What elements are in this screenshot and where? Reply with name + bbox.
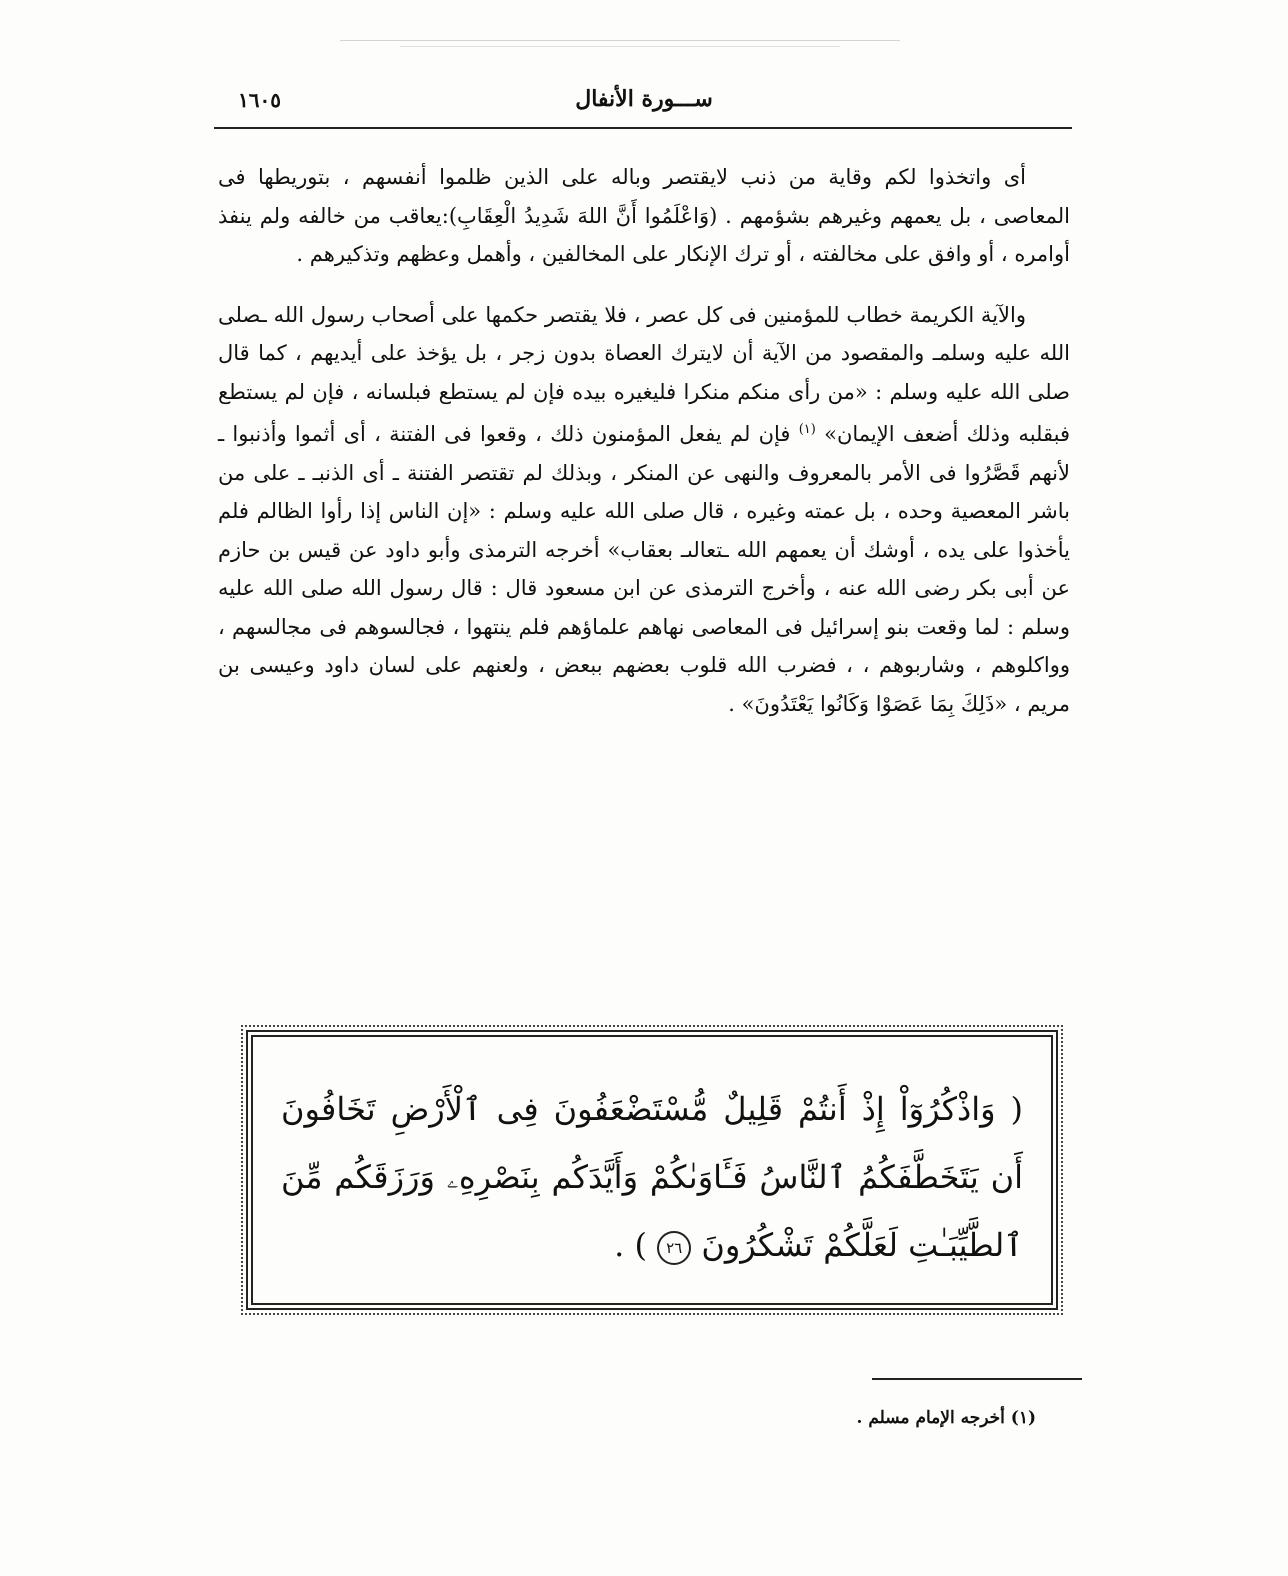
footnote-rule xyxy=(872,1378,1082,1380)
paragraph-2 xyxy=(218,296,1070,724)
surah-title: ســـورة الأنفال xyxy=(575,86,713,112)
page-number: ١٦٠٥ xyxy=(238,88,281,112)
page-header xyxy=(216,86,1072,122)
verse-closing: ) . xyxy=(614,1226,647,1264)
quran-verse xyxy=(281,1075,1023,1279)
quran-verse-frame xyxy=(246,1030,1058,1310)
footnote: (١) أخرجه الإمام مسلم . xyxy=(856,1408,1036,1428)
paragraph-1-lead: أى واتخذوا لكم وقاية من ذنب لايقتصر وباله على الذين ظلموا أنفسهم ، بتوريطها فى المعاصى ، بل يعمهم وغيرهم بشؤمهم . xyxy=(218,165,1070,228)
ayah-number-marker: ٢٦ xyxy=(657,1231,691,1265)
scan-artifact-line xyxy=(400,46,840,47)
verse-text: ( وَاذْكُرُوٓاْ إِذْ أَنتُمْ قَلِيلٌ مُّسْتَضْعَفُونَ فِى ٱلْأَرْضِ تَخَافُونَ أَن يَتَخَطَّفَكُمُ ٱلنَّاسُ فَـَٔاوَىٰكُمْ وَأَيَّدَكُم بِنَصْرِهِۦ وَرَزَقَكُم مِّنَ ٱلطَّيِّبَـٰتِ لَعَلَّكُمْ تَشْكُرُونَ xyxy=(281,1090,1023,1264)
header-rule xyxy=(214,127,1072,129)
paragraph-2-tail: فإن لم يفعل المؤمنون ذلك ، وقعوا فى الفتنة ، أى أثموا وأذنبوا ـ لأنهم قَصَّرُوا فى الأمر بالمعروف والنهى عن المنكر ، وبذلك لم تقتصر الفتنة ـ أى الذنبـ ـ على من باشر المعصية وحده ، بل عمته وغيره ، قال صلى الله عليه وسلم : «إن الناس إذا رأوا الظالم فلم يأخذوا على يده ، أوشك أن يعمهم الله ـتعالىـ بعقاب» أخرجه الترمذى وأبو داود عن قيس بن حازم عن أبى بكر رضى الله عنه ، وأخرج الترمذى عن ابن مسعود قال : قال رسول الله صلى الله عليه وسلم : لما وقعت بنو إسرائيل فى المعاصى نهاهم علماؤهم فلم ينتهوا ، فجالسوهم فى مجالسهم ، وواكلوهم ، وشاربوهم ، ، فضرب الله قلوب بعضهم ببعض ، ولعنهم على لسان داود وعيسى بن مريم ، «ذَلِكَ بِمَا عَصَوْا وَكَانُوا يَعْتَدُونَ» . xyxy=(218,422,1070,716)
commentary-text xyxy=(218,158,1070,723)
paragraph-2-lead: والآية الكريمة خطاب للمؤمنين فى كل عصر ، فلا يقتصر حكمها على أصحاب رسول الله ـصلى الله عليه وسلمـ والمقصود من الآية أن لايترك العصاة بدون زجر ، بل يؤخذ على أيديهم ، كما قال صلى الله عليه وسلم : «من رأى منكم منكرا فليغيره بيده فإن لم يستطع فبلسانه ، فإن لم يستطع فبقلبه وذلك أضعف الإيمان» xyxy=(218,302,1070,446)
footnote-reference: (١) xyxy=(798,422,816,437)
scan-artifact-line xyxy=(340,40,900,41)
paragraph-1 xyxy=(218,158,1070,274)
paragraph-1-tail: :يعاقب من خالفه ولم ينفذ أوامره ، أو وافق على مخالفته ، أو ترك الإنكار على المخالفين ، وأهمل وعظهم وتذكيرهم . xyxy=(218,203,1070,266)
inline-verse: (وَاعْلَمُوا أَنَّ اللهَ شَدِيدُ الْعِقَابِ) xyxy=(448,203,718,228)
